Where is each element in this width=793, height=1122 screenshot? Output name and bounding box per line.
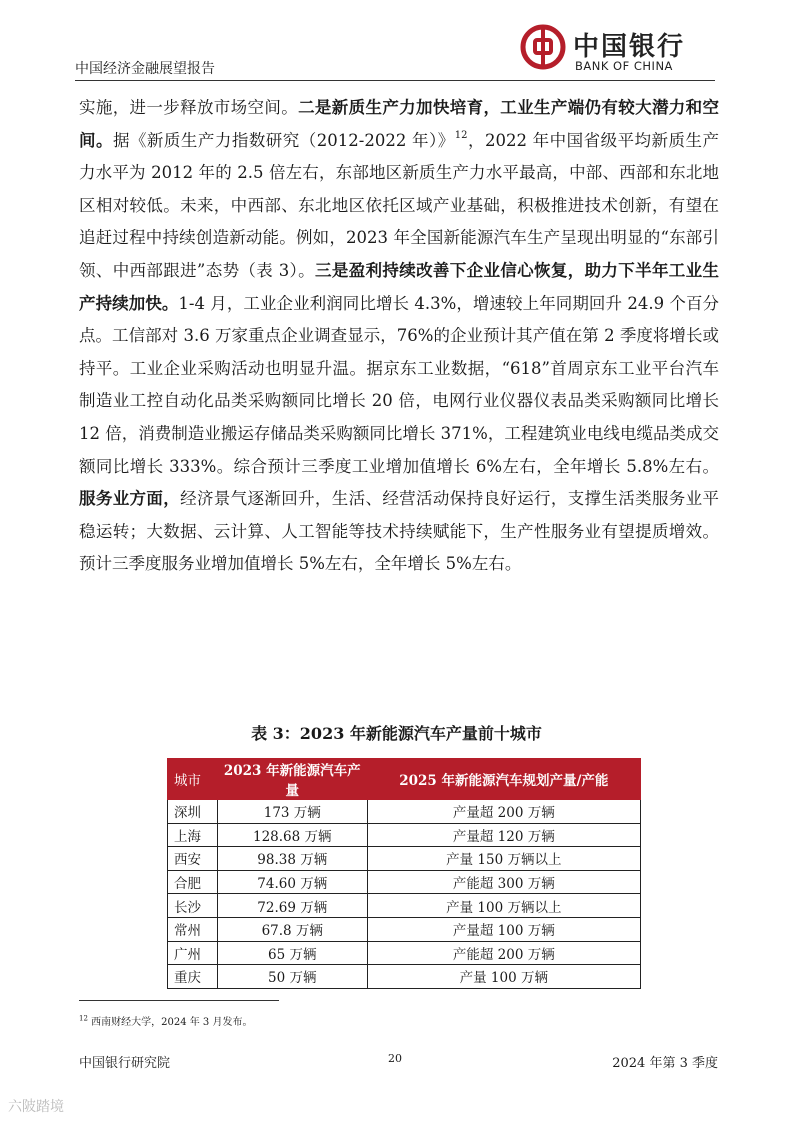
body-paragraph: [79, 92, 719, 581]
cell-2025-plan: 产能超 300 万辆: [367, 870, 640, 894]
footer-publisher: 中国银行研究院: [79, 1056, 171, 1071]
cell-city: 长沙: [168, 894, 218, 918]
watermark: 六陂踏境: [8, 1099, 64, 1115]
cell-city: 上海: [168, 823, 218, 847]
cell-2023-output: 67.8 万辆: [217, 917, 367, 941]
cell-2025-plan: 产量超 120 万辆: [367, 823, 640, 847]
bank-logo: [515, 22, 715, 78]
cell-2023-output: 72.69 万辆: [217, 894, 367, 918]
header-2025-plan: 2025 年新能源汽车规划产量/产能: [367, 759, 640, 800]
footnote-text: 西南财经大学，2024 年 3 月发布。: [91, 1017, 253, 1028]
body-text-segment: ，2022 年中国省级平均新质生产力水平为 2012 年的 2.5 倍左右，东部地区新质生产力水平最高，中部、西部和东北地区相对较低。未来，中西部、东北地区依托区域产业基础，积极推进技术创新，有望在追赶过程中持续创造新动能。例如，2023 年全国新能源汽车生产呈现出明显的“东部引领、中西部跟进”态势（表 3）。: [79, 130, 719, 280]
cell-city: 西安: [168, 847, 218, 871]
cell-2023-output: 128.68 万辆: [217, 823, 367, 847]
cell-2025-plan: 产量超 100 万辆: [367, 917, 640, 941]
table-row: [168, 800, 641, 824]
table-row: [168, 847, 641, 871]
cell-2025-plan: 产量 100 万辆以上: [367, 894, 640, 918]
table-caption: 表 3：2023 年新能源汽车产量前十城市: [251, 724, 542, 743]
header-divider: [75, 80, 715, 81]
body-bold-segment: 三是盈利持续改善下企业信心恢复，助力下半年工业生产持续加快。: [79, 260, 719, 313]
cell-city: 合肥: [168, 870, 218, 894]
table-row: [168, 965, 641, 989]
body-text-segment: 经济景气逐渐回升，生活、经营活动保持良好运行，支撑生活类服务业平稳运转；大数据、云计算、人工智能等技术持续赋能下，生产性服务业有望提质增效。预计三季度服务业增加值增长 5%左右，全年增长 5%左右。: [79, 489, 720, 574]
cell-city: 深圳: [168, 800, 218, 824]
footnote: [79, 1013, 252, 1028]
cell-2023-output: 65 万辆: [217, 941, 367, 965]
cell-city: 常州: [168, 917, 218, 941]
table-row: [168, 941, 641, 965]
logo-english-name: BANK OF CHINA: [575, 59, 673, 73]
footnote-ref: 12: [454, 129, 468, 141]
cell-2023-output: 74.60 万辆: [217, 870, 367, 894]
cell-2023-output: 98.38 万辆: [217, 847, 367, 871]
body-text-segment: 实施，进一步释放市场空间。: [79, 98, 299, 117]
table-row: [168, 870, 641, 894]
footnote-number: 12: [79, 1014, 88, 1023]
body-bold-segment: 二是新质生产力加快培育，工业生产端仍有较大潜力和空间。: [79, 98, 720, 150]
body-text-segment: 1-4 月，工业企业利润同比增长 4.3%，增速较上年同期回升 24.9 个百分点。工信部对 3.6 万家重点企业调查显示，76%的企业预计其产值在第 2 季度将增长或持平。工业企业采购活动也明显升温。据京东工业数据，“618”首周京东工业平台汽车制造业工控自动化品类采购额同比增长 20 倍，电网行业仪器仪表品类采购额同比增长 12 倍，消费制造业搬运存储品类采购额同比增长 371%，工程建筑业电线电缆品类成交额同比增长 333%。综合预计三季度工业增加值增长 6%左右，全年增长 5.8%左右。: [79, 293, 720, 476]
table-row: [168, 894, 641, 918]
table-row: [168, 823, 641, 847]
report-title: 中国经济金融展望报告: [75, 61, 215, 77]
footer-period: 2024 年第 3 季度: [612, 1056, 718, 1071]
bank-of-china-logo-icon: [520, 24, 566, 70]
header-city: 城市: [168, 759, 218, 800]
cell-city: 广州: [168, 941, 218, 965]
footnote-divider: [79, 1000, 279, 1001]
page-header: [75, 22, 715, 82]
cell-city: 重庆: [168, 965, 218, 989]
cell-2025-plan: 产能超 200 万辆: [367, 941, 640, 965]
cell-2023-output: 173 万辆: [217, 800, 367, 824]
table-row: [168, 917, 641, 941]
header-2023-output: 2023 年新能源汽车产量: [217, 759, 367, 800]
cell-2025-plan: 产量超 200 万辆: [367, 800, 640, 824]
cell-2023-output: 50 万辆: [217, 965, 367, 989]
body-text-segment: 据《新质生产力指数研究（2012-2022 年）》: [112, 130, 455, 150]
cell-2025-plan: 产量 100 万辆: [367, 965, 640, 989]
page-number: 20: [388, 1052, 402, 1065]
logo-chinese-name: 中国银行: [573, 32, 686, 62]
table-header-row: [168, 759, 641, 800]
body-bold-segment: 服务业方面，: [79, 489, 181, 509]
cell-2025-plan: 产量 150 万辆以上: [367, 847, 640, 871]
ev-production-table: [167, 758, 641, 989]
